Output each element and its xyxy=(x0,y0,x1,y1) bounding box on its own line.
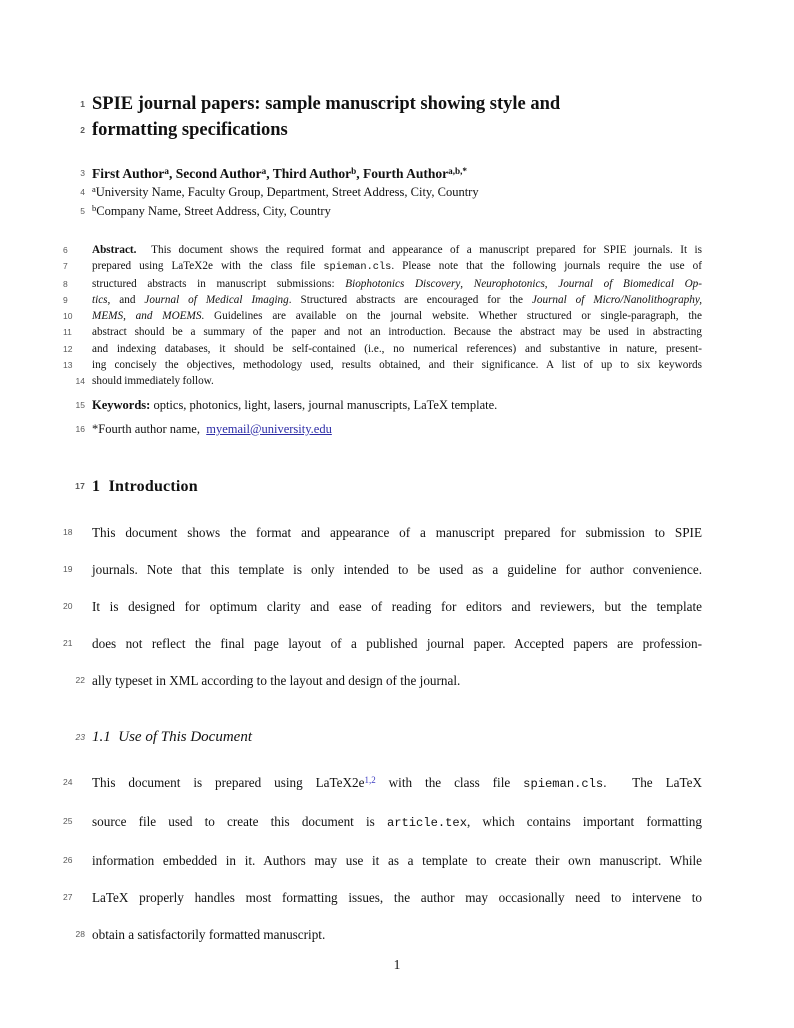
document-line xyxy=(80,202,702,221)
line-number: 23 xyxy=(75,731,85,742)
document-line xyxy=(63,879,702,916)
paper-title xyxy=(80,91,702,143)
text-run: , Third Author xyxy=(266,166,352,181)
document-line xyxy=(80,164,702,183)
document-line xyxy=(80,183,702,202)
text-run: Journal of Biomedical Op- xyxy=(558,277,702,290)
document-line xyxy=(63,276,702,292)
line-number: 8 xyxy=(63,278,68,289)
email-link[interactable]: myemail@university.edu xyxy=(206,421,332,436)
line-number: 16 xyxy=(75,423,85,434)
text-run: with the class file xyxy=(375,774,524,790)
line-number: 7 xyxy=(63,261,68,272)
citation-reference-link[interactable]: 1,2 xyxy=(364,774,376,785)
line-number: 24 xyxy=(63,776,73,787)
line-number: 9 xyxy=(63,294,68,305)
document-line xyxy=(63,324,702,340)
text-run: source file used to create this document is xyxy=(92,813,387,829)
use-of-document-paragraph xyxy=(63,764,703,953)
line-number: 1 xyxy=(80,99,85,109)
text-run: , Second Author xyxy=(168,166,262,181)
line-number: 15 xyxy=(75,399,85,410)
document-line xyxy=(75,916,702,953)
document-line xyxy=(80,117,702,143)
document-line xyxy=(63,242,702,258)
abstract xyxy=(63,242,703,390)
line-number: 25 xyxy=(63,815,73,826)
document-line xyxy=(63,588,702,625)
document-line xyxy=(75,727,702,748)
line-number: 13 xyxy=(63,360,73,371)
text-run: , which contains important formatting xyxy=(466,813,702,829)
line-number: 6 xyxy=(63,245,68,255)
line-number: 20 xyxy=(63,600,73,611)
document-line xyxy=(75,397,702,414)
text-run: . The LaTeX xyxy=(603,774,703,790)
line-number: 22 xyxy=(75,674,85,685)
text-run: abstract should be a summary of the paper and not an introduction. Because the abstract may be used in abstracting xyxy=(92,326,702,339)
text-run: LaTeX properly handles most formatting issues, the author may occasionally need to intervene to xyxy=(92,889,702,905)
text-run: , xyxy=(460,277,474,290)
text-run: . Please note that the following journals require the use of xyxy=(391,260,702,273)
text-run: It is designed for optimum clarity and ease of reading for editors and reviewers, but the template xyxy=(92,598,702,614)
text-run: structured abstracts in manuscript submissions: xyxy=(92,277,346,290)
text-run: information embedded in it. Authors may use it as a template to create their own manuscript. While xyxy=(92,852,702,868)
document-line xyxy=(63,308,702,324)
text-run: Company Name, Street Address, City, Country xyxy=(96,204,331,218)
text-run: journals. Note that this template is only intended to be used as a guideline for author convenience. xyxy=(92,561,702,577)
text-run: Journal of Micro/Nanolithography, xyxy=(531,293,703,306)
text-run: prepared using LaTeX2e with the class file xyxy=(92,260,324,273)
keywords-line xyxy=(75,397,702,414)
text-run: tics xyxy=(92,293,108,306)
text-run: a xyxy=(164,165,169,176)
document-content xyxy=(63,0,703,953)
text-run: spieman.cls xyxy=(323,261,392,274)
text-run: University Name, Faculty Group, Department, Street Address, City, Country xyxy=(95,185,479,199)
document-line xyxy=(75,662,702,699)
text-run: SPIE journal papers: sample manuscript showing style and xyxy=(92,94,561,114)
text-run: Journal of Medical Imaging xyxy=(144,293,289,306)
text-run: Biophotonics Discovery xyxy=(345,277,461,290)
text-run: First Author xyxy=(92,166,165,181)
document-line xyxy=(63,514,702,551)
document-line xyxy=(80,91,702,117)
text-run: 1.1 Use of This Document xyxy=(92,728,252,745)
line-number: 26 xyxy=(63,854,73,865)
line-number: 27 xyxy=(63,891,73,902)
line-number: 10 xyxy=(63,311,73,322)
text-run: , Fourth Author xyxy=(356,166,449,181)
text-run: spieman.cls xyxy=(523,776,604,791)
text-run: article.tex xyxy=(386,815,467,830)
text-run: This document shows the required format and appearance of a manuscript prepared for SPIE journals. It is xyxy=(136,244,702,256)
author-footnote xyxy=(75,421,702,438)
text-run: does not reflect the final page layout of a published journal paper. Accepted papers are profession- xyxy=(92,635,702,651)
text-run: . Guidelines are available on the journal website. Whether structured or single-paragraph, the xyxy=(201,310,702,323)
text-run: formatting specifications xyxy=(92,120,288,140)
line-number: 14 xyxy=(75,376,85,387)
line-number: 4 xyxy=(80,187,85,197)
line-number: 28 xyxy=(75,928,85,939)
document-line xyxy=(75,476,702,497)
section-heading-introduction xyxy=(75,476,702,497)
document-line xyxy=(63,292,703,308)
text-run: *Fourth author name, xyxy=(92,421,207,436)
line-number: 17 xyxy=(75,480,85,491)
text-run: . Structured abstracts are encouraged for the xyxy=(288,293,532,306)
authors-and-affiliations xyxy=(80,164,702,221)
text-run: ally typeset in XML according to the layout and design of the journal. xyxy=(92,672,461,688)
text-run: b xyxy=(92,203,97,214)
text-run: , xyxy=(544,277,559,290)
text-run: a xyxy=(92,184,96,195)
document-line xyxy=(63,258,702,275)
text-run: Abstract. xyxy=(92,244,137,256)
document-line xyxy=(63,551,702,588)
line-number: 11 xyxy=(63,327,72,338)
line-number: 2 xyxy=(80,125,85,135)
subsection-heading-use-of-this-document xyxy=(75,727,702,748)
document-line xyxy=(75,421,702,438)
introduction-paragraph xyxy=(63,514,702,699)
line-number: 21 xyxy=(63,637,73,648)
text-run: obtain a satisfactorily formatted manuscript. xyxy=(92,926,326,942)
text-run: This document is prepared using LaTeX2e xyxy=(92,774,365,790)
text-run: and indexing databases, it should be self-contained (i.e., no numerical references) and substantive in nature, present- xyxy=(92,342,702,355)
text-run: Keywords: xyxy=(92,397,151,412)
text-run: ing concisely the objectives, methodology used, results obtained, and their significance. A list of up to six keywords xyxy=(92,359,702,372)
text-run: 1 Introduction xyxy=(92,477,198,495)
page-number: 1 xyxy=(393,957,401,972)
line-number: 19 xyxy=(63,563,73,574)
text-run: Neurophotonics xyxy=(473,277,545,290)
text-run: a xyxy=(261,165,267,176)
document-line xyxy=(63,803,702,842)
line-number: 3 xyxy=(80,168,85,178)
document-line xyxy=(63,357,702,373)
text-run: This document shows the format and appearance of a manuscript prepared for submission to SPIE xyxy=(92,524,702,540)
document-line xyxy=(63,842,702,879)
text-run: optics, photonics, light, lasers, journal manuscripts, LaTeX template. xyxy=(150,397,498,412)
line-number: 12 xyxy=(63,343,73,354)
document-line xyxy=(63,625,702,662)
document-line xyxy=(75,373,702,389)
line-number: 18 xyxy=(63,526,73,537)
document-line xyxy=(63,341,702,357)
text-run: , and xyxy=(107,293,145,306)
text-run: MEMS, and MOEMS xyxy=(92,310,202,323)
document-line xyxy=(63,764,703,803)
line-number: 5 xyxy=(80,206,85,216)
text-run: should immediately follow. xyxy=(92,375,214,388)
text-run: a,b,* xyxy=(448,165,467,176)
text-run: b xyxy=(351,165,357,176)
